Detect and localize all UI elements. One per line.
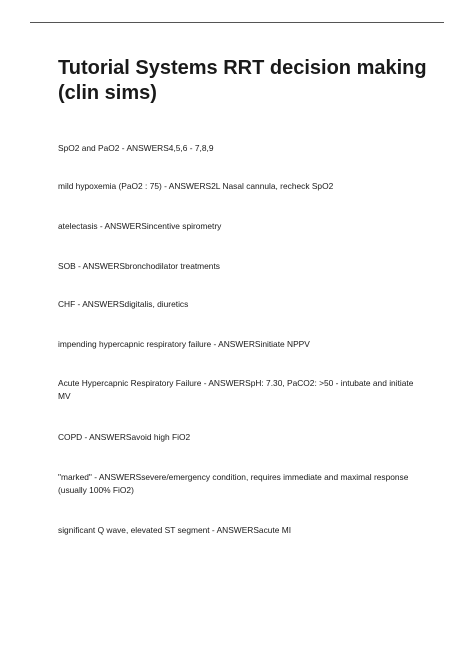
qa-entry: atelectasis - ANSWERSincentive spirometry xyxy=(58,221,222,231)
qa-entry: "marked" - ANSWERSsevere/emergency condition, requires immediate and maximal response (usually 100% FiO2) xyxy=(58,472,409,495)
qa-entry: COPD - ANSWERSavoid high FiO2 xyxy=(58,432,191,442)
header-rule xyxy=(30,22,444,23)
qa-entry: significant Q wave, elevated ST segment - ANSWERSacute MI xyxy=(58,525,292,535)
qa-entry: mild hypoxemia (PaO2 : 75) - ANSWERS2L Nasal cannula, recheck SpO2 xyxy=(58,181,334,191)
qa-entry: CHF - ANSWERSdigitalis, diuretics xyxy=(58,299,189,309)
document-title: Tutorial Systems RRT decision making (clin sims) xyxy=(58,57,427,104)
qa-entry: Acute Hypercapnic Respiratory Failure - ANSWERSpH: 7.30, PaCO2: >50 - intubate and initiate MV xyxy=(58,378,414,401)
qa-entry: SOB - ANSWERSbronchodilator treatments xyxy=(58,261,220,271)
qa-entry: SpO2 and PaO2 - ANSWERS4,5,6 - 7,8,9 xyxy=(58,143,214,153)
qa-entry: impending hypercapnic respiratory failure - ANSWERSinitiate NPPV xyxy=(58,339,310,349)
